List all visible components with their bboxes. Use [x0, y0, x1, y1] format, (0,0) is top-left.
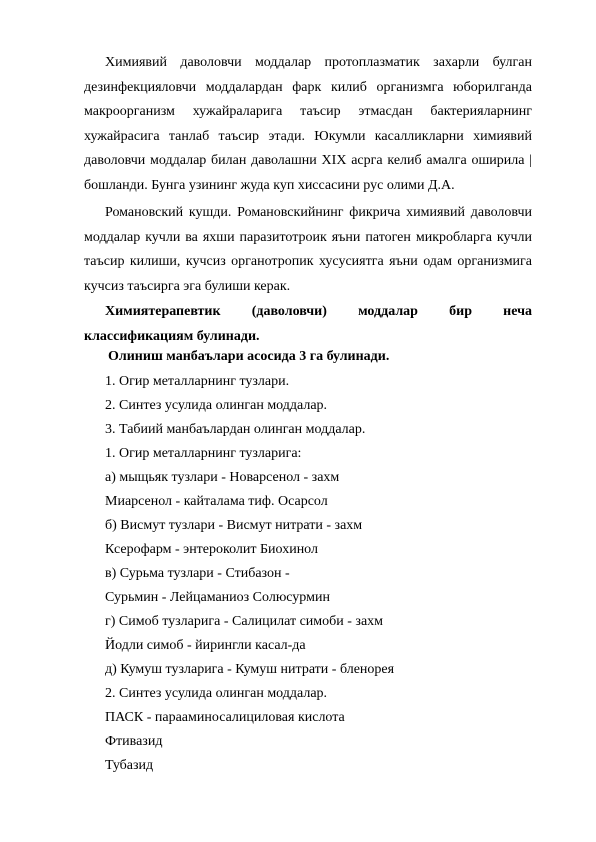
heading-sources: Олиниш манбаълари асосида 3 га булинади. — [108, 349, 390, 364]
list-item: ПАСК - парааминосалициловая кислота — [105, 710, 345, 725]
heading-classification: Химиятерапевтик (даволовчи) моддалар бир неча классификациям булинади. — [84, 304, 532, 344]
list-item: 3. Табиий манбаълардан олинган моддалар. — [105, 422, 366, 437]
list-item: Йодли симоб - йирингли касал-да — [105, 638, 306, 653]
list-item: б) Висмут тузлари - Висмут нитрати - захм — [105, 518, 363, 533]
list-item: а) мыщьяк тузлари - Новарсенол - захм — [105, 470, 340, 485]
list-item: г) Симоб тузларига - Салицилат симоби - захм — [105, 614, 384, 629]
list-item: Миарсенол - кайталама тиф. Осарсол — [105, 494, 328, 509]
list-item: 2. Синтез усулида олинган моддалар. — [105, 398, 328, 413]
paragraph-romanovsky: Романовский кушди. Романовскийнинг фикрича химиявий даволовчи моддалар кучли ва яхши паразитотроик яъни патоген микробларга кучли таъсир килиши, кучсиз органотропик хусусиятга яъни одам организмига кучсиз таъсирга эга булиши керак. — [84, 205, 532, 294]
list-item: Тубазид — [105, 758, 154, 773]
paragraph-intro: Химиявий даволовчи моддалар протоплазматик захарли булган дезинфекцияловчи моддалардан фарк килиб организмга юборилганда макроорганизм хужайраларига таъсир этмасдан бактерияларнинг хужайрасига танлаб таъсир этади. Юкумли касалликларни химиявий даволовчи моддалар билан даволашни XIX асрга келиб амалга оширила | бошланди. Бунга узининг жуда куп хиссасини рус олими Д.А. — [84, 55, 532, 193]
list-item: в) Сурьма тузлари - Стибазон - — [105, 566, 290, 581]
list-item: Ксерофарм - энтероколит Биохинол — [105, 542, 318, 557]
list-item: Фтивазид — [105, 734, 163, 749]
list-item: 1. Огир металларнинг тузлари. — [105, 374, 290, 389]
list-item: 2. Синтез усулида олинган моддалар. — [105, 686, 328, 701]
list-item: 1. Огир металларнинг тузларига: — [105, 446, 302, 461]
list-item: д) Кумуш тузларига - Кумуш нитрати - бленорея — [105, 662, 395, 677]
list-item: Сурьмин - Лейцаманиоз Солюсурмин — [105, 590, 330, 605]
